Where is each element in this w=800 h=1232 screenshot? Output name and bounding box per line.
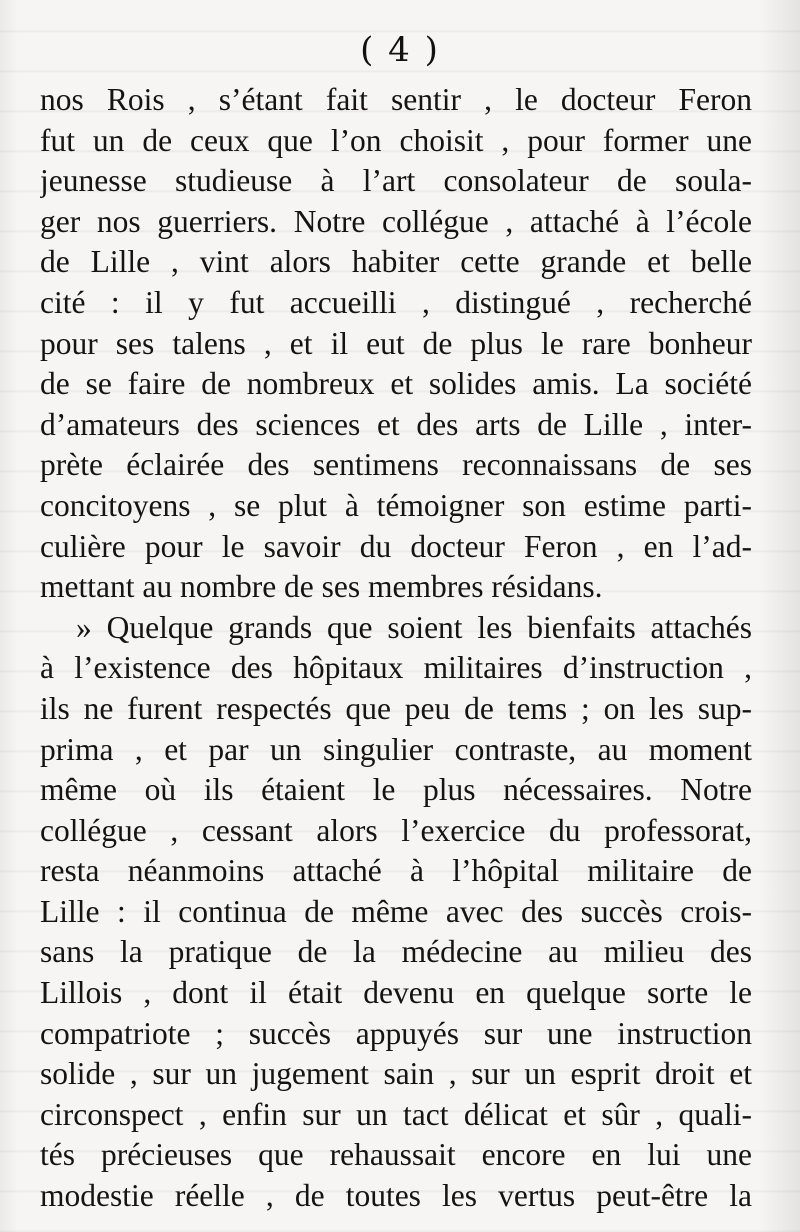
text-line: prète éclairée des sentimens reconnaissans de ses: [40, 447, 752, 483]
text-line: fut un de ceux que l’on choisit , pour former une: [40, 122, 752, 158]
text-line: nos Rois , s’étant fait sentir , le docteur Feron: [40, 82, 752, 117]
text-line: Lille : il continua de même avec des succès crois-: [40, 893, 752, 929]
text-line: cité : il y fut accueilli , distingué , recherché: [40, 284, 752, 320]
text-line: solide , sur un jugement sain , sur un esprit droit et: [40, 1056, 752, 1092]
text-line: modestie réelle , de toutes les vertus peut-être la: [40, 1178, 752, 1214]
text-line: Lillois , dont il était devenu en quelque sorte le: [40, 975, 752, 1011]
text-line: resta néanmoins attaché à l’hôpital militaire de: [40, 853, 752, 889]
text-line: tés précieuses que rehaussait encore en lui une: [40, 1137, 752, 1173]
text-line: pour ses talens , et il eut de plus le rare bonheur: [40, 325, 752, 361]
text-line: de se faire de nombreux et solides amis. La société: [40, 366, 752, 402]
text-line: d’amateurs des sciences et des arts de Lille , inter-: [40, 406, 752, 442]
text-line: même où ils étaient le plus nécessaires. Notre: [40, 772, 752, 808]
text-line: de Lille , vint alors habiter cette grande et belle: [40, 244, 752, 280]
text-line: compatriote ; succès appuyés sur une instruction: [40, 1015, 752, 1051]
paragraph-start-line: » Quelque grands que soient les bienfaits attachés: [76, 609, 752, 645]
text-line: ger nos guerriers. Notre collégue , attaché à l’école: [40, 203, 752, 239]
text-line: circonspect , enfin sur un tact délicat et sûr , quali-: [40, 1096, 752, 1132]
paragraph-end-line: mettant au nombre de ses membres résidans.: [40, 569, 603, 605]
text-line: prima , et par un singulier contraste, au moment: [40, 731, 752, 767]
text-line: concitoyens , se plut à témoigner son estime parti-: [40, 487, 752, 523]
text-line: culière pour le savoir du docteur Feron , en l’ad-: [40, 528, 752, 564]
text-line: jeunesse studieuse à l’art consolateur de soula-: [40, 163, 752, 199]
text-line: ils ne furent respectés que peu de tems ; on les sup-: [40, 690, 752, 726]
page-number: ( 4 ): [360, 30, 440, 70]
body-text: [40, 80, 752, 1217]
text-line: à l’existence des hôpitaux militaires d’instruction ,: [40, 650, 752, 686]
text-line: sans la pratique de la médecine au milieu des: [40, 934, 752, 970]
text-line: collégue , cessant alors l’exercice du professorat,: [40, 812, 752, 848]
